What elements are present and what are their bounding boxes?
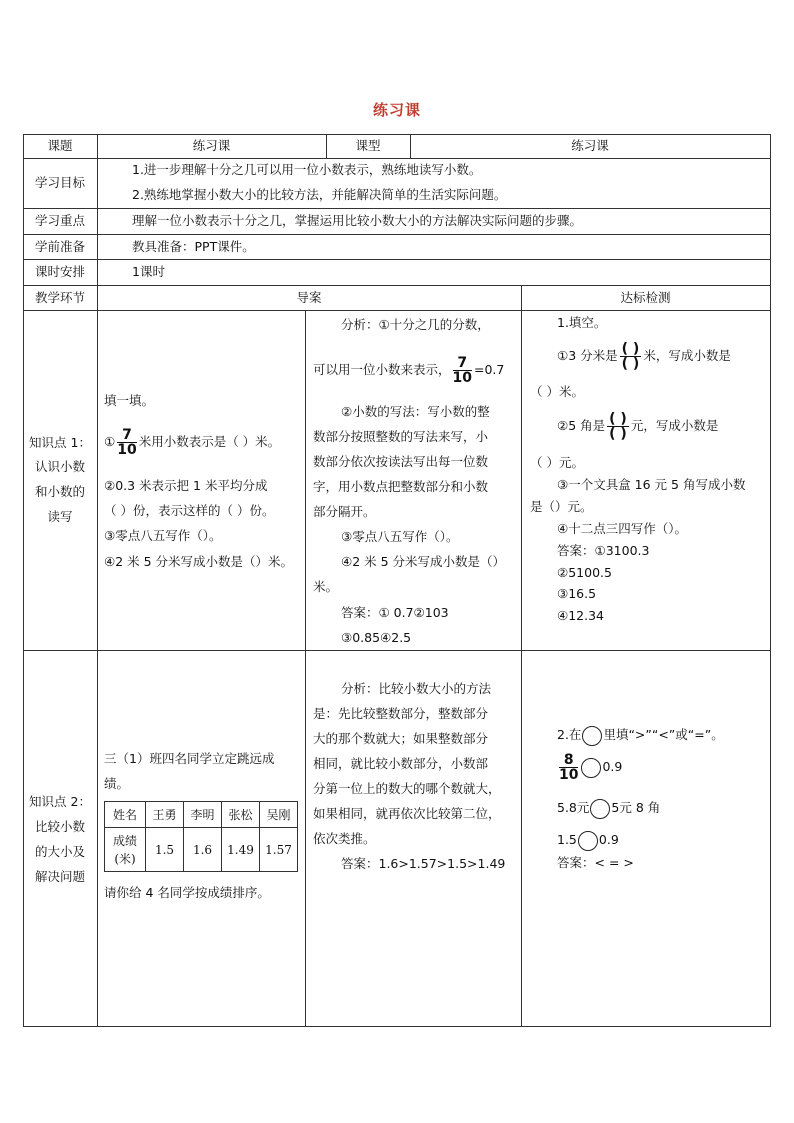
k2-analysis-1: 分析：比较小数大小的方法 [341, 681, 492, 696]
score-table-score: 1.49 [222, 828, 260, 872]
focus-text: 理解一位小数表示十分之几，掌握运用比较小数大小的方法解决实际问题的步骤。 [132, 213, 583, 228]
k1-q4: ④2 米 5 分米写成小数是（）米。 [104, 554, 294, 569]
k2-intro-a: 三（1）班四名同学立定跳远成 [104, 751, 275, 766]
k1-analysis-1: 分析：①十分之几的分数， [341, 317, 490, 332]
compare-circle-icon [581, 758, 601, 778]
score-table-score: 1.6 [184, 828, 222, 872]
k2-check-ans: 答案：< = > [557, 855, 634, 870]
k1-check-c3b: 是（）元。 [530, 499, 593, 514]
prep-text: 教具准备：PPT课件。 [132, 239, 255, 254]
k1-q3: ③零点八五写作（）。 [104, 528, 222, 543]
k1-analysis2-2: 数部分按照整数的写法来写，小 [313, 429, 489, 444]
k1-check-ans-1: 答案：①3100.3 [557, 543, 650, 558]
score-table [104, 801, 298, 872]
score-table-score: 1.5 [146, 828, 184, 872]
k2-check-head: 2.在 里填“>”“<”或“=”。 [557, 724, 724, 746]
k2-analysis-2: 是：先比较整数部分，整数部分 [313, 706, 489, 721]
time-label: 课时安排 [34, 264, 85, 279]
score-table-name: 王勇 [146, 802, 184, 828]
score-table-header-row [105, 802, 298, 828]
score-table-name: 李明 [184, 802, 222, 828]
k1-check-ans-2: ②5100.5 [557, 565, 612, 580]
score-table-name: 张松 [222, 802, 260, 828]
time-text: 1课时 [132, 264, 165, 279]
page-title: 练习课 [372, 101, 421, 119]
goal-label: 学习目标 [34, 175, 85, 190]
prep-label: 学前准备 [34, 239, 85, 254]
k2-intro-b: 绩。 [104, 776, 130, 791]
k2-analysis-5: 分第一位上的数大的哪个数就大， [313, 781, 501, 796]
topic-value: 练习课 [192, 138, 231, 153]
k1-a4b: 米。 [313, 579, 339, 594]
k1-check-c2-tail: （ ）元。 [530, 455, 584, 470]
topic-label: 课题 [47, 138, 73, 153]
k1-check-ans-4: ④12.34 [557, 608, 604, 623]
k2-check-e1: $\frac{8}{10}$ 0.9 [559, 752, 623, 783]
col-guide: 导案 [296, 290, 322, 305]
k2-check-e3: 1.5 0.9 [557, 829, 619, 851]
compare-circle-icon [590, 799, 610, 819]
k1-analysis2-3: 数部分依次按读法写出每一位数 [313, 454, 489, 469]
goal-1: 1.进一步理解十分之几可以用一位小数表示，熟练地读写小数。 [132, 162, 482, 177]
blank-fraction-2: $\frac{( )}{( )}$ [609, 411, 627, 442]
k1-q2a: ②0.3 米表示把 1 米平均分成 [104, 478, 268, 493]
k1-a4a: ④2 米 5 分米写成小数是（） [341, 554, 506, 569]
k1-analysis2-4: 字，用小数点把整数部分和小数 [313, 479, 489, 494]
k2-analysis-3: 大的那个数就大；如果整数部分 [313, 731, 489, 746]
score-table-head-score: 成绩 (米) [105, 828, 146, 872]
k1-analysis2-5: 部分隔开。 [313, 504, 376, 519]
k1-check-c1: ①3 分米是 $\frac{( )}{( )}$ 米，写成小数是 [557, 341, 731, 372]
k1-ans-1: 答案：① 0.7②103 [341, 605, 449, 620]
k1-check-c3a: ③一个文具盒 16 元 5 角写成小数 [557, 477, 746, 492]
type-value: 练习课 [571, 138, 609, 153]
blank-fraction: $\frac{( )}{( )}$ [621, 341, 640, 372]
compare-circle-icon [582, 726, 602, 746]
fraction-7-10-analysis: $\frac{7}{10}$ [452, 355, 472, 386]
k1-fill-title: 填一填。 [104, 393, 155, 408]
k1-check-c4: ④十二点三四写作（）。 [557, 521, 687, 536]
col-check: 达标检测 [620, 290, 671, 305]
compare-circle-icon [578, 831, 598, 851]
k2-check-e2: 5.8元 5元 8 角 [557, 797, 660, 819]
k2-analysis-6: 如果相同，就再依次比较第二位， [313, 806, 501, 821]
k1-q2b: （ ）份，表示这样的（ ）份。 [104, 503, 275, 518]
k2-analysis-4: 相同，就比较小数部分，小数部 [313, 756, 489, 771]
col-stage: 教学环节 [34, 290, 85, 305]
score-table-name: 吴刚 [260, 802, 298, 828]
k1-check-c1-tail: （ ）米。 [530, 384, 584, 399]
score-table-score-row [105, 828, 298, 872]
k1-check-c2: ②5 角是 $\frac{( )}{( )}$ 元，写成小数是 [557, 411, 719, 442]
k1-check-ans-3: ③16.5 [557, 586, 597, 601]
type-label: 课型 [355, 138, 381, 153]
goal-2: 2.熟练地掌握小数大小的比较方法，并能解决简单的生活实际问题。 [132, 187, 507, 202]
score-table-head-name: 姓名 [105, 802, 146, 828]
k1-check-head: 1.填空。 [557, 315, 607, 330]
k1-q1: ① $\frac{7}{10}$ 米用小数表示是（ ）米。 [104, 427, 281, 458]
k2-ans: 答案：1.6>1.57>1.5>1.49 [341, 856, 506, 871]
fraction-7-10: $\frac{7}{10}$ [117, 427, 137, 458]
k2-task: 请你给 4 名同学按成绩排序。 [104, 885, 270, 900]
k1-analysis-2: 可以用一位小数来表示， $\frac{7}{10}$ =0.7 [313, 355, 505, 386]
fraction-8-10: $\frac{8}{10}$ [559, 752, 579, 783]
k1-ans-2: ③0.85④2.5 [341, 630, 412, 645]
score-table-score: 1.57 [260, 828, 298, 872]
focus-label: 学习重点 [34, 213, 85, 228]
k1-analysis2-1: ②小数的写法：写小数的整 [341, 404, 490, 419]
k2-analysis-7: 依次类推。 [313, 831, 376, 846]
k1-a3: ③零点八五写作（）。 [341, 529, 459, 544]
